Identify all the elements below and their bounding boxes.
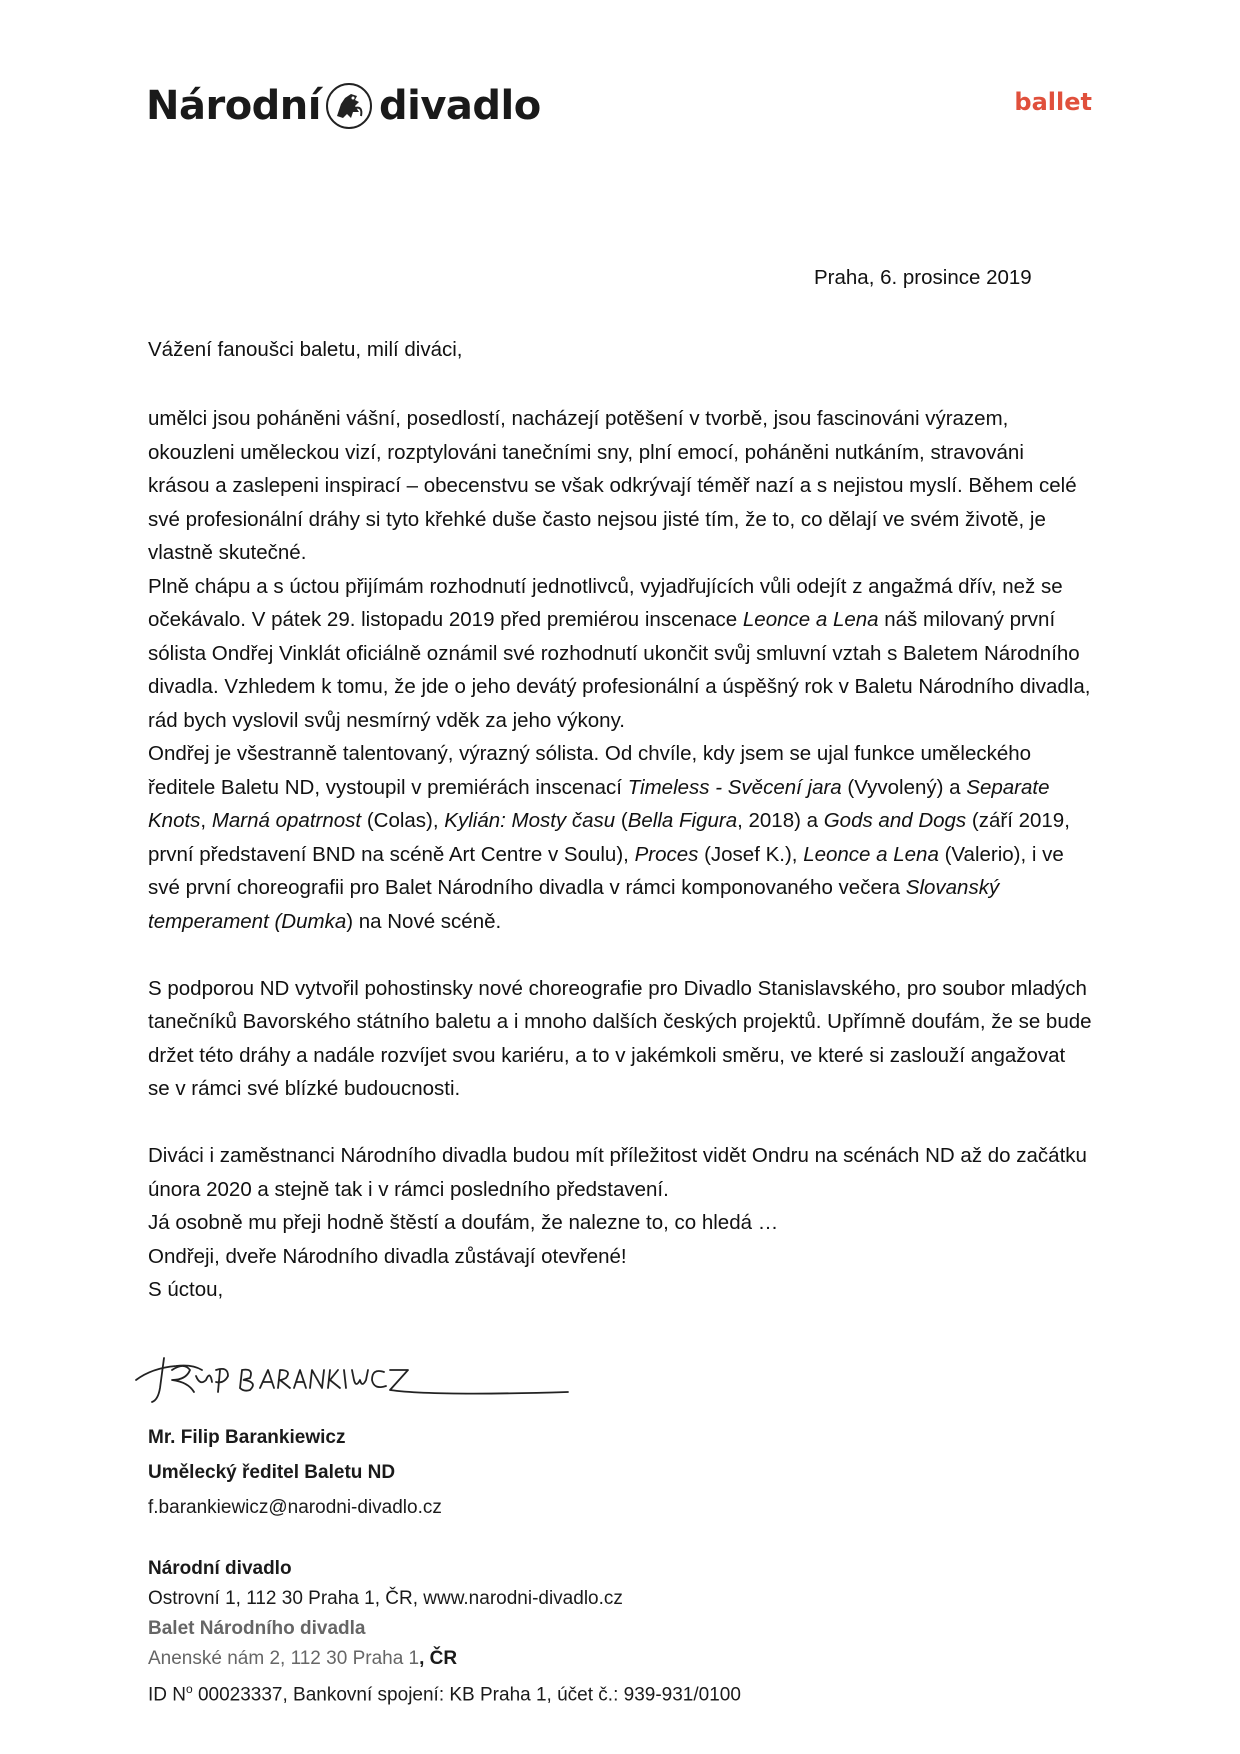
body-line: držet této dráhy a nadále rozvíjet svou kariéru, a to v jakémkoli směru, ve které si zaslouží angažovat <box>148 1043 1066 1067</box>
national-theatre-logo <box>146 74 541 138</box>
footer-company-id <box>148 1674 741 1710</box>
production-title: Bella Figura <box>627 809 738 832</box>
body-line: tanečníků Bavorského státního baletu a i mnoho dalších českých projektů. Upřímně doufám, že se bude <box>148 1010 1092 1033</box>
body-line: Já osobně mu přeji hodně štěstí a doufám, že nalezne to, co hledá … <box>148 1211 779 1234</box>
text: ) na Nové scéně. <box>346 909 502 933</box>
letter-date: Praha, 6. prosince 2019 <box>814 266 1032 289</box>
text: ředitele Baletu ND, vystoupil v premiérách inscenací <box>148 775 622 799</box>
id-superscript: o <box>186 1682 193 1696</box>
body-line: divadla. Vzhledem k tomu, že jde o jeho devátý profesionální a úspěšný rok v Baletu Národního divadla, <box>148 675 1091 698</box>
body-line <box>148 871 1098 905</box>
salutation: Vážení fanoušci baletu, milí diváci, <box>148 338 463 361</box>
letter-body <box>148 402 1098 1307</box>
text: ( <box>620 809 628 832</box>
text: (září 2019, <box>971 809 1070 832</box>
text: (Valerio), i ve <box>944 842 1064 866</box>
body-line <box>148 771 1098 805</box>
footer-ballet-address <box>148 1644 741 1674</box>
body-line: okouzleni uměleckou vizí, rozptylováni tanečními sny, plní emocí, poháněni nutkáním, stravováni <box>148 440 1024 464</box>
signatory-name: Mr. Filip Barankiewicz <box>148 1427 346 1448</box>
text: očekávalo. V pátek 29. listopadu 2019 před premiérou inscenace <box>148 608 738 631</box>
signatory-title: Umělecký ředitel Baletu ND <box>148 1462 396 1483</box>
body-line: umělci jsou poháněni vášní, posedlostí, nacházejí potěšení v tvorbě, jsou fascinováni výrazem, <box>148 407 1009 430</box>
body-line <box>148 804 1098 838</box>
body-line <box>148 838 1098 872</box>
text: , <box>200 809 207 832</box>
ballet-section-tag: ballet <box>1014 88 1092 116</box>
production-title: Separate <box>966 775 1050 799</box>
body-line <box>148 905 1098 939</box>
production-title: Timeless - Svěcení jara <box>627 775 842 799</box>
production-title: Kylián: Mosty času <box>444 809 616 832</box>
signature-block <box>148 1420 442 1525</box>
body-line: února 2020 a stejně tak i v rámci posledního představení. <box>148 1177 669 1201</box>
text: (Josef K.), <box>704 842 798 866</box>
body-line: sólista Ondřej Vinklát oficiálně oznámil své rozhodnutí ukončit svůj smluvní vztah s Baletem Národního <box>148 641 1080 665</box>
address-country: , ČR <box>419 1648 458 1669</box>
body-line: rád bych vyslovil svůj nesmírný vděk za jeho výkony. <box>148 708 626 732</box>
closing: S úctou, <box>148 1278 224 1301</box>
production-title: Leonce a Lena <box>742 608 879 631</box>
body-line: Plně chápu a s úctou přijímám rozhodnutí jednotlivců, vyjadřujících vůli odejít z angažmá dřív, než se <box>148 574 1063 598</box>
handwritten-signature <box>132 1340 572 1410</box>
production-title: temperament (Dumka <box>148 909 347 933</box>
id-prefix: ID N <box>148 1684 186 1706</box>
paragraph-gap <box>148 938 1098 972</box>
address-text: Anenské nám 2, 112 30 Praha 1 <box>148 1648 420 1669</box>
body-line: své profesionální dráhy si tyto křehké duše často nejsou jisté tím, že to, co dělají ve svém životě, je <box>148 507 1046 531</box>
footer-org-name: Národní divadlo <box>148 1558 292 1579</box>
id-rest: 00023337, Bankovní spojení: KB Praha 1, účet č.: 939-931/0100 <box>192 1684 741 1706</box>
body-line: S podporou ND vytvořil pohostinsky nové choreografie pro Divadlo Stanislavského, pro soubor mladých <box>148 976 1087 1000</box>
text: (Vyvolený) a <box>847 775 961 799</box>
text: , 2018) a <box>737 809 819 832</box>
body-line: Ondřej je všestranně talentovaný, výrazný sólista. Od chvíle, kdy jsem se ujal funkce uměleckého <box>148 742 1032 765</box>
text: náš milovaný první <box>884 608 1056 631</box>
footer-ballet-name: Balet Národního divadla <box>148 1618 366 1639</box>
signatory-email: f.barankiewicz@narodni-divadlo.cz <box>148 1497 442 1518</box>
letter-footer <box>148 1554 741 1710</box>
lion-emblem-icon <box>325 82 373 130</box>
production-title: Knots <box>148 809 201 832</box>
production-title: Leonce a Lena <box>803 842 939 866</box>
logo-word-right: divadlo <box>379 83 541 129</box>
body-line: se v rámci své blízké budoucnosti. <box>148 1077 461 1100</box>
body-line: vlastně skutečné. <box>148 541 307 564</box>
paragraph-gap <box>148 1106 1098 1140</box>
text: (Colas), <box>366 809 439 832</box>
logo-word-left: Národní <box>146 83 321 129</box>
production-title: Gods and Dogs <box>823 809 967 832</box>
body-line: krásou a zaslepeni inspirací – obecenstvu se však odkrývají téměř nazí a s nejistou myslí. Během celé <box>148 474 1077 497</box>
body-line: Ondřeji, dveře Národního divadla zůstávají otevřené! <box>148 1244 627 1268</box>
text: první představení BND na scéně Art Centre v Soulu), <box>148 842 629 866</box>
production-title: Marná opatrnost <box>211 809 362 832</box>
footer-address: Ostrovní 1, 112 30 Praha 1, ČR, www.narodni-divadlo.cz <box>148 1588 623 1609</box>
body-line <box>148 603 1098 637</box>
production-title: Slovanský <box>905 876 1000 899</box>
body-line: Diváci i zaměstnanci Národního divadla budou mít příležitost vidět Ondru na scénách ND až do začátku <box>148 1144 1087 1167</box>
text: své první choreografii pro Balet Národního divadla v rámci komponovaného večera <box>148 876 901 899</box>
production-title: Proces <box>634 842 699 866</box>
